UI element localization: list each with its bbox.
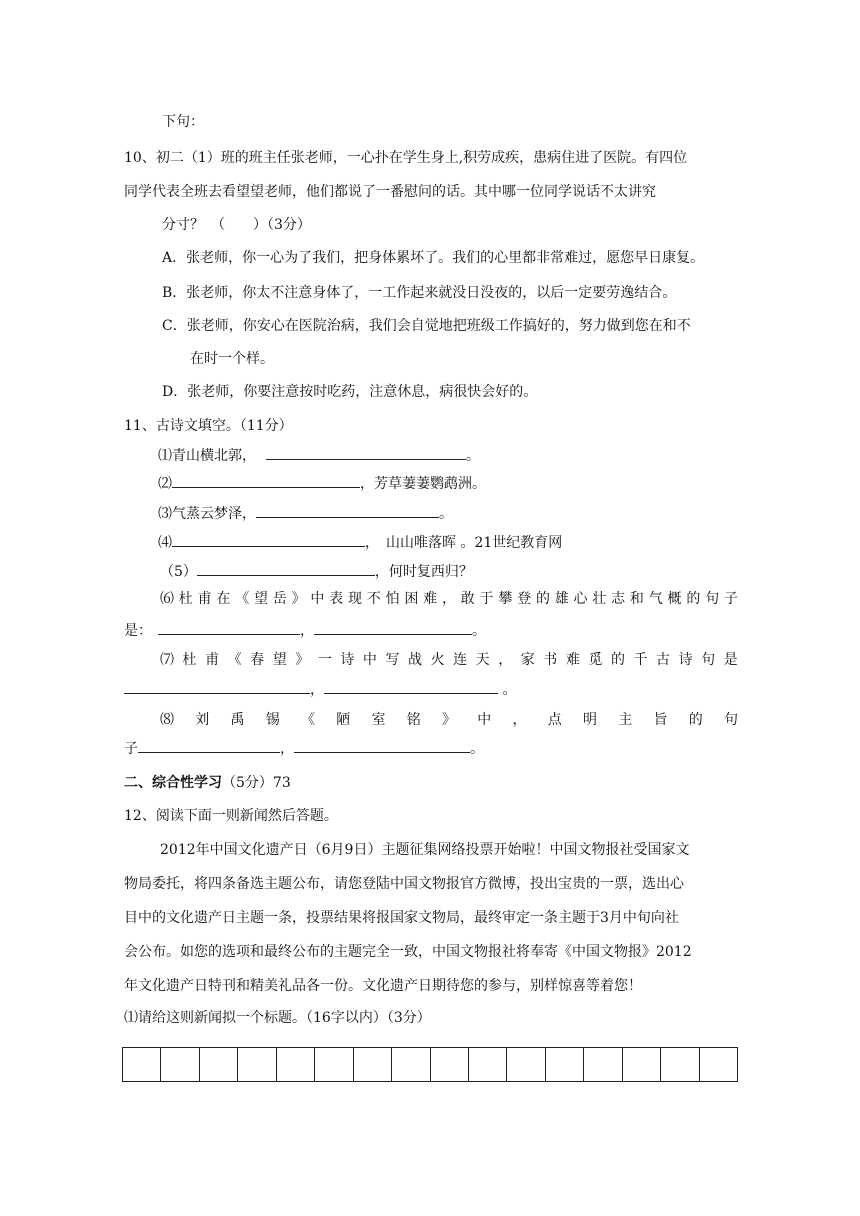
q11-item-8-prefix: 子 (124, 741, 138, 757)
answer-grid-cell[interactable] (315, 1048, 353, 1081)
q11-item-4-text: ， 山山唯落晖 。21世纪教育网 (365, 535, 563, 551)
answer-grid (122, 1047, 738, 1082)
q11-item-8-blank-2[interactable] (294, 738, 470, 753)
q11-item-6-answer (124, 620, 486, 641)
q11-item-8-blank-1[interactable] (138, 738, 280, 753)
q11-item-3-end: 。 (439, 506, 453, 522)
answer-grid-cell[interactable] (584, 1048, 622, 1081)
q11-item-3-text: ⑶气蒸云梦泽， (158, 506, 256, 522)
q10-stem-line-2: 同学代表全班去看望望老师，他们都说了一番慰问的话。其中哪一位同学说话不太讲究 (124, 184, 656, 200)
news-line-5: 年文化遗产日特刊和精美礼品各一份。文化遗产日期待您的参与，别样惊喜等着您！ (124, 978, 642, 994)
q11-item-2-blank[interactable] (172, 473, 360, 488)
q11-item-7-blank-1[interactable] (124, 679, 310, 694)
q11-item-7-line-1: ⑺ 杜 甫 《 春 望 》 一 诗 中 写 战 火 连 天 ， 家 书 难 觅 的 千 古 诗 句 是 (160, 652, 738, 668)
answer-grid-cell[interactable] (469, 1048, 507, 1081)
answer-grid-cell[interactable] (546, 1048, 584, 1081)
q11-item-5-blank[interactable] (197, 561, 375, 576)
answer-grid-cell[interactable] (161, 1048, 199, 1081)
q11-item-7-period: 。 (498, 682, 517, 698)
news-line-4: 会公布。如您的选项和最终公布的主题完全一致，中国文物报社将奉寄《中国文物报》2012 (124, 944, 692, 960)
q11-item-4-blank[interactable] (172, 532, 365, 547)
q11-item-2 (158, 473, 486, 494)
q10-option-a: A．张老师，你一心为了我们，把身体累坏了。我们的心里都非常难过，愿您早日康复。 (162, 250, 705, 266)
answer-grid-cell[interactable] (431, 1048, 469, 1081)
q11-item-4 (158, 532, 562, 553)
q11-item-4-number: ⑷ (158, 535, 172, 551)
q12-title: 12、阅读下面一则新闻然后答题。 (124, 808, 338, 824)
answer-grid-cell[interactable] (200, 1048, 238, 1081)
q10-stem-line-1: 10、初二（1）班的班主任张老师，一心扑在学生身上,积劳成疾，患病住进了医院。有四位 (124, 150, 688, 166)
answer-grid-cell[interactable] (507, 1048, 545, 1081)
q10-stem-line-3: 分寸？ （ ）（3分） (162, 217, 311, 233)
q10-option-b: B．张老师，你太不注意身体了，一工作起来就没日没夜的，以后一定要劳逸结合。 (162, 285, 677, 301)
q11-item-3 (158, 503, 453, 524)
answer-grid-cell[interactable] (623, 1048, 661, 1081)
section-2-score: （5分）73 (222, 775, 291, 791)
q11-item-3-blank[interactable] (256, 503, 439, 518)
answer-grid-cell[interactable] (277, 1048, 315, 1081)
q11-item-6-blank-1[interactable] (158, 620, 300, 635)
q11-item-2-number: ⑵ (158, 476, 172, 492)
q11-item-6-period: 。 (472, 623, 486, 639)
answer-grid-cell[interactable] (392, 1048, 430, 1081)
q11-item-8-line-1: ⑻ 刘 禹 锡 《 陋 室 铭 》 中 ， 点 明 主 旨 的 句 (160, 712, 738, 728)
q10-option-c-line-2: 在时一个样。 (190, 351, 274, 367)
q11-item-6-comma: ， (300, 623, 314, 639)
news-line-2: 物局委托，将四条备选主题公布，请您登陆中国文物报官方微博，投出宝贵的一票，选出心 (124, 876, 684, 892)
news-line-1: 2012年中国文化遗产日（6月9日）主题征集网络投票开始啦！中国文物报社受国家文 (160, 842, 690, 858)
q11-item-5-text: ，何时复西归？ (374, 564, 473, 580)
q11-item-6-line-1: ⑹ 杜 甫 在 《 望 岳 》 中 表 现 不 怕 困 难 ， 敢 于 攀 登 的 雄 心 壮 志 和 气 概 的 句 子 (160, 591, 738, 607)
question-9-tail: 下句： (162, 114, 204, 130)
q11-item-1-blank[interactable] (266, 445, 466, 460)
q11-item-1 (158, 445, 480, 466)
q11-item-5 (160, 561, 473, 582)
q12-subquestion-1: ⑴请给这则新闻拟一个标题。（16字以内）（3分） (124, 1010, 431, 1026)
answer-grid-cell[interactable] (123, 1048, 161, 1081)
q11-item-8-comma: ， (280, 741, 294, 757)
answer-grid-cell[interactable] (700, 1048, 737, 1081)
q10-option-d: D．张老师，你要注意按时吃药，注意休息，病很快会好的。 (162, 384, 538, 400)
q11-title: 11、古诗文填空。（11分） (124, 418, 293, 434)
q11-item-1-text: ⑴青山横北郭， (158, 448, 256, 464)
q11-item-6-prefix: 是： (124, 623, 152, 639)
q11-item-5-number: （5） (160, 564, 197, 580)
section-2-heading (124, 773, 291, 793)
q11-item-7-comma: ， (310, 682, 324, 698)
q11-item-1-end: 。 (466, 448, 480, 464)
news-line-3: 目中的文化遗产日主题一条，投票结果将报国家文物局，最终审定一条主题于3月中旬向社 (124, 910, 679, 926)
answer-grid-cell[interactable] (354, 1048, 392, 1081)
q11-item-2-text: ，芳草萋萋鹦鹉洲。 (360, 476, 486, 492)
q11-item-7-answer (124, 679, 516, 700)
answer-grid-cell[interactable] (238, 1048, 276, 1081)
q11-item-8-answer (124, 738, 484, 759)
q11-item-7-blank-2[interactable] (324, 679, 498, 694)
answer-grid-cell[interactable] (661, 1048, 699, 1081)
q11-item-8-period: 。 (470, 741, 484, 757)
q11-item-6-blank-2[interactable] (314, 620, 472, 635)
section-2-title: 二、综合性学习 (124, 775, 222, 791)
q10-option-c-line-1: C．张老师，你安心在医院治病，我们会自觉地把班级工作搞好的，努力做到您在和不 (162, 318, 691, 334)
